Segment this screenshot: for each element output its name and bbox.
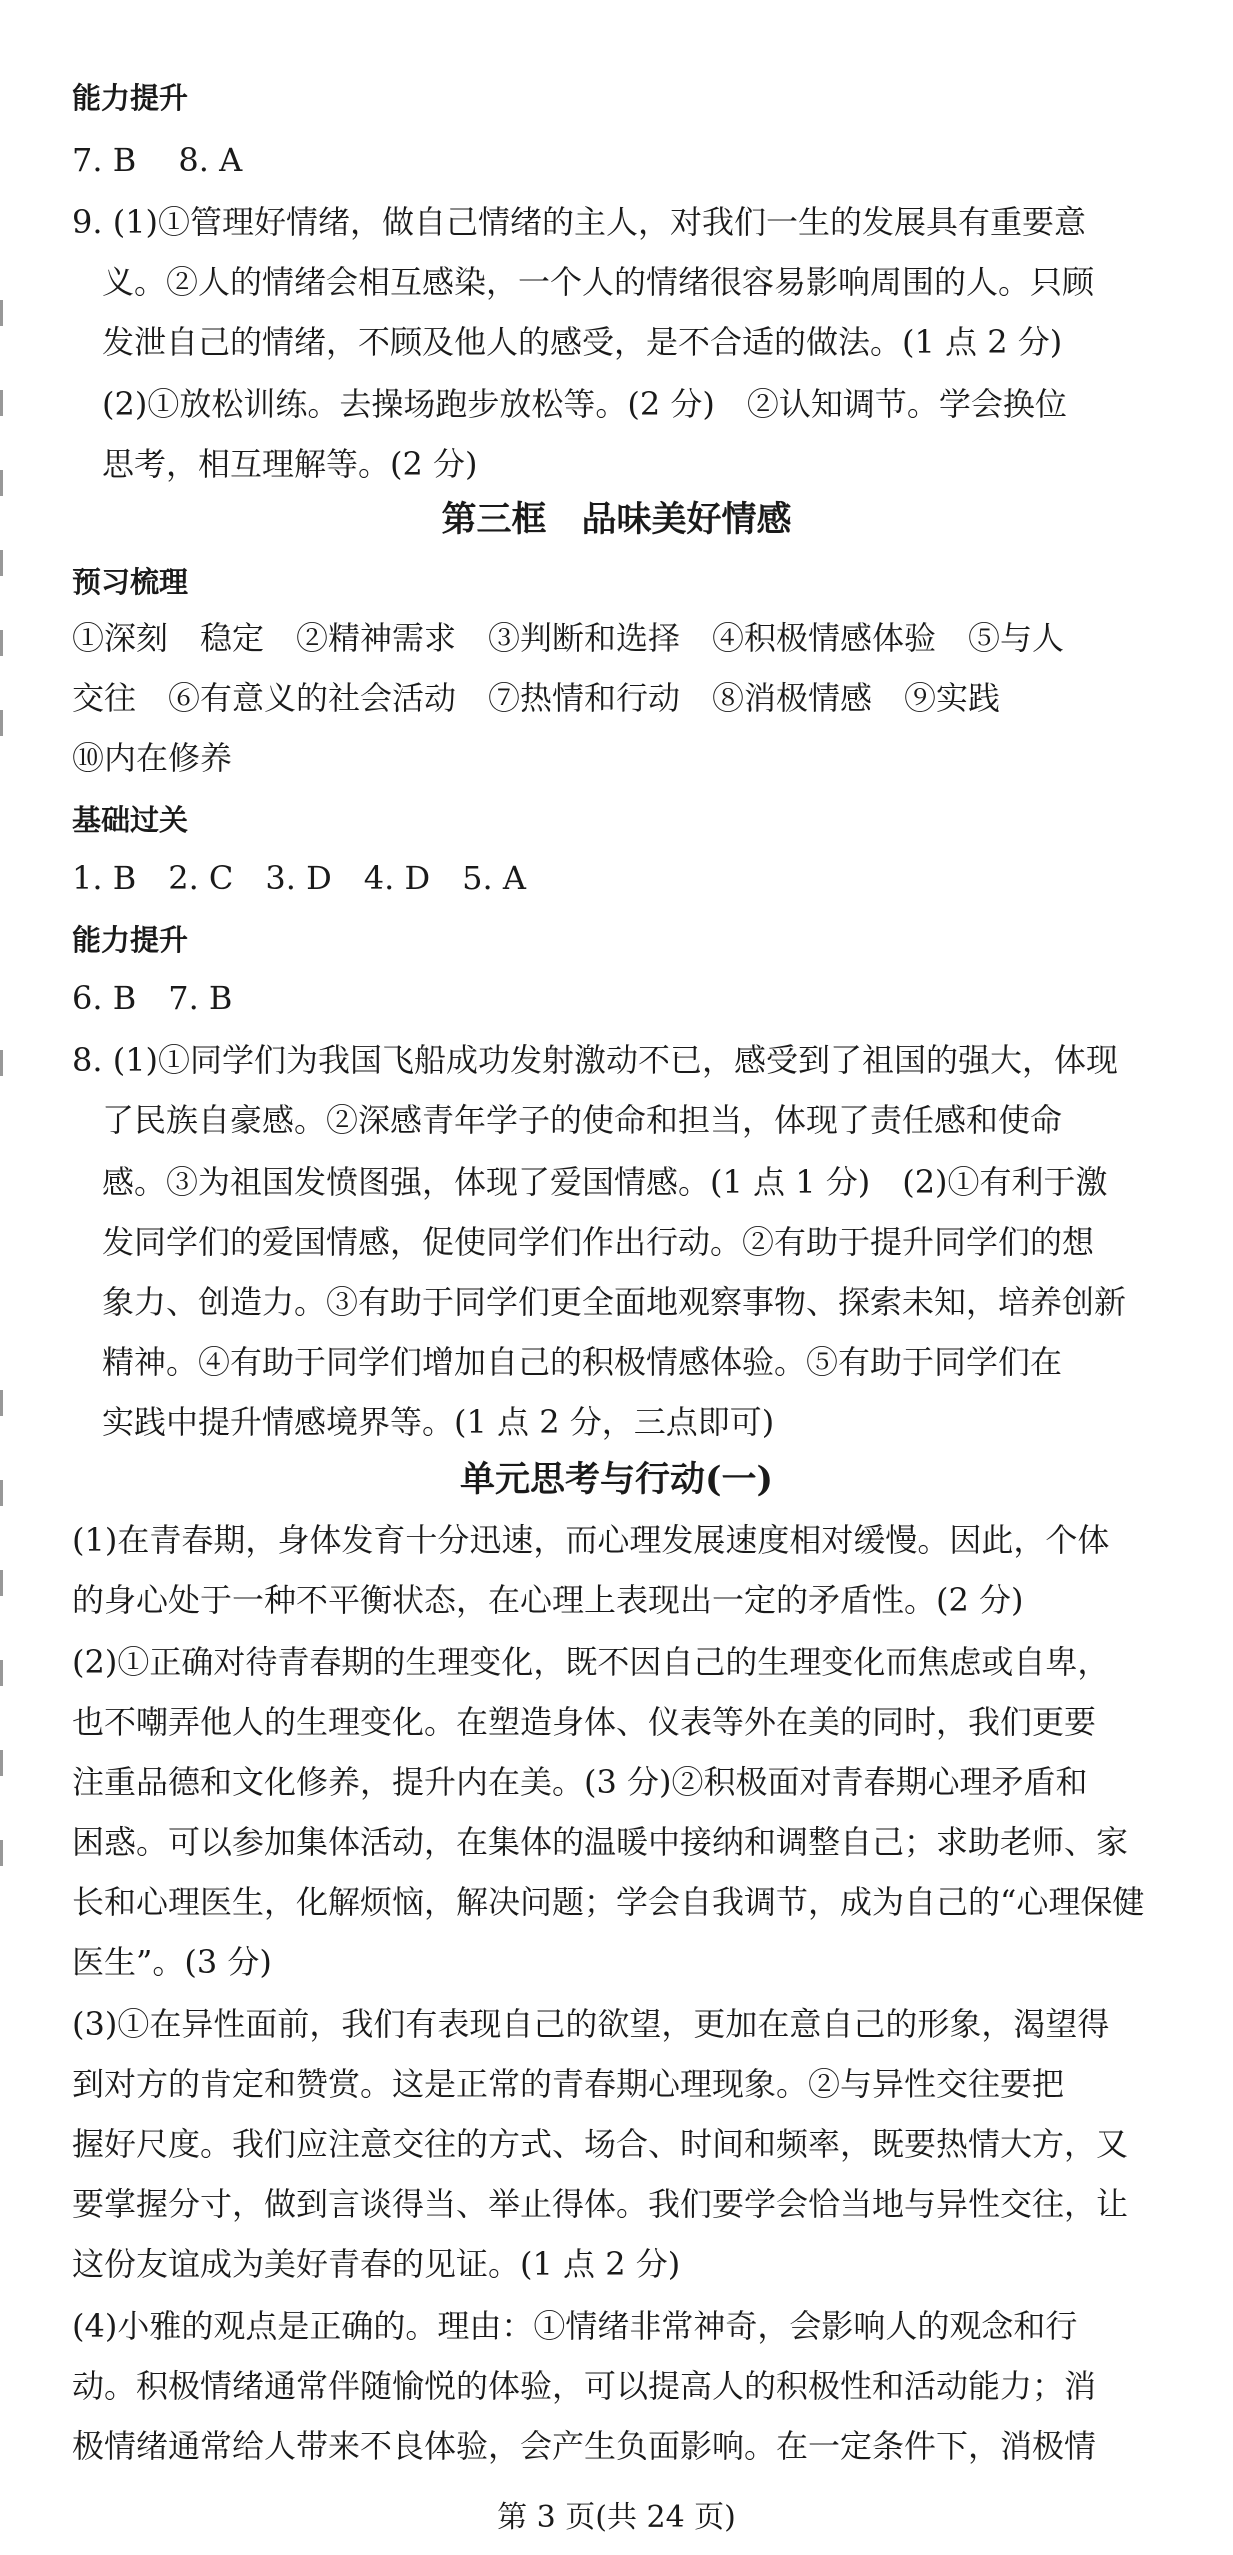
answer-line: 也不嘲弄他人的生理变化。在塑造身体、仪表等外在美的同时，我们更要 [72,1703,1097,1741]
answer-line: ①深刻 稳定 ②精神需求 ③判断和选择 ④积极情感体验 ⑤与人 [72,619,1065,657]
answer-line: 医生”。(3 分) [72,1943,272,1981]
answer-line: 发同学们的爱国情感，促使同学们作出行动。②有助于提升同学们的想 [102,1223,1095,1261]
answer-line: 8. (1)①同学们为我国飞船成功发射激动不已，感受到了祖国的强大，体现 [72,1041,1119,1079]
margin-mark [0,390,21,416]
answer-line: 义。②人的情绪会相互感染，一个人的情绪很容易影响周围的人。只顾 [102,263,1095,301]
answer-line: ⑩内在修养 [72,739,233,777]
answer-line: 的身心处于一种不平衡状态，在心理上表现出一定的矛盾性。(2 分) [72,1581,1024,1619]
margin-mark [0,1750,21,1776]
answer-line: (4)小雅的观点是正确的。理由：①情绪非常神奇，会影响人的观念和行 [72,2307,1078,2345]
margin-mark [0,550,21,576]
margin-mark [0,1050,21,1076]
answer-line: 注重品德和文化修养，提升内在美。(3 分)②积极面对青春期心理矛盾和 [72,1763,1088,1801]
answer-line: 握好尺度。我们应注意交往的方式、场合、时间和频率，既要热情大方，又 [72,2125,1129,2163]
unit-title: 单元思考与行动(一) [459,1459,774,1500]
answer-line: (2)①正确对待青春期的生理变化，既不因自己的生理变化而焦虑或自卑， [72,1643,1110,1681]
answer-line: (2)①放松训练。去操场跑步放松等。(2 分) ②认知调节。学会换位 [102,385,1067,423]
subheading-preview: 预习梳理 [72,565,189,599]
answer-line: 思考，相互理解等。(2 分) [102,445,478,483]
answer-line: (3)①在异性面前，我们有表现自己的欲望，更加在意自己的形象，渴望得 [72,2005,1110,2043]
answer-line: 了民族自豪感。②深感青年学子的使命和担当，体现了责任感和使命 [102,1101,1063,1139]
answer-line: 到对方的肯定和赞赏。这是正常的青春期心理现象。②与异性交往要把 [72,2065,1065,2103]
subheading-ability: 能力提升 [72,81,189,115]
answer-line: 感。③为祖国发愤图强，体现了爱国情感。(1 点 1 分) (2)①有利于激 [102,1163,1108,1201]
answer-line: 精神。④有助于同学们增加自己的积极情感体验。⑤有助于同学们在 [102,1343,1063,1381]
answer-line: 7. B 8. A [72,141,243,179]
section-title: 第三框 品味美好情感 [441,499,792,540]
margin-mark [0,1660,21,1686]
answer-line: 动。积极情绪通常伴随愉悦的体验，可以提高人的积极性和活动能力；消 [72,2367,1097,2405]
page-number: 第 3 页(共 24 页) [497,2500,736,2535]
answer-line: 9. (1)①管理好情绪，做自己情绪的主人，对我们一生的发展具有重要意 [72,203,1087,241]
margin-mark [0,1840,21,1866]
margin-mark [0,1390,21,1416]
answer-line: 长和心理医生，化解烦恼，解决问题；学会自我调节，成为自己的“心理保健 [72,1883,1145,1921]
subheading-basic: 基础过关 [72,803,189,837]
answer-line: 发泄自己的情绪，不顾及他人的感受，是不合适的做法。(1 点 2 分) [102,323,1063,361]
margin-mark [0,710,21,736]
answer-line: 这份友谊成为美好青春的见证。(1 点 2 分) [72,2245,681,2283]
subheading-ability: 能力提升 [72,923,189,957]
answer-line: 实践中提升情感境界等。(1 点 2 分，三点即可) [102,1403,775,1441]
answer-line: 象力、创造力。③有助于同学们更全面地观察事物、探索未知，培养创新 [102,1283,1127,1321]
margin-mark [0,300,21,326]
answer-line: 6. B 7. B [72,979,233,1017]
answer-line: 1. B 2. C 3. D 4. D 5. A [72,859,526,897]
margin-mark [0,1570,21,1596]
margin-mark [0,470,21,496]
answer-line: 要掌握分寸，做到言谈得当、举止得体。我们要学会恰当地与异性交往，让 [72,2185,1129,2223]
margin-mark [0,630,21,656]
answer-line: 困惑。可以参加集体活动，在集体的温暖中接纳和调整自己；求助老师、家 [72,1823,1129,1861]
answer-line: 交往 ⑥有意义的社会活动 ⑦热情和行动 ⑧消极情感 ⑨实践 [72,679,1001,717]
answer-line: (1)在青春期，身体发育十分迅速，而心理发展速度相对缓慢。因此，个体 [72,1521,1110,1559]
answer-line: 极情绪通常给人带来不良体验，会产生负面影响。在一定条件下，消极情 [72,2427,1097,2465]
